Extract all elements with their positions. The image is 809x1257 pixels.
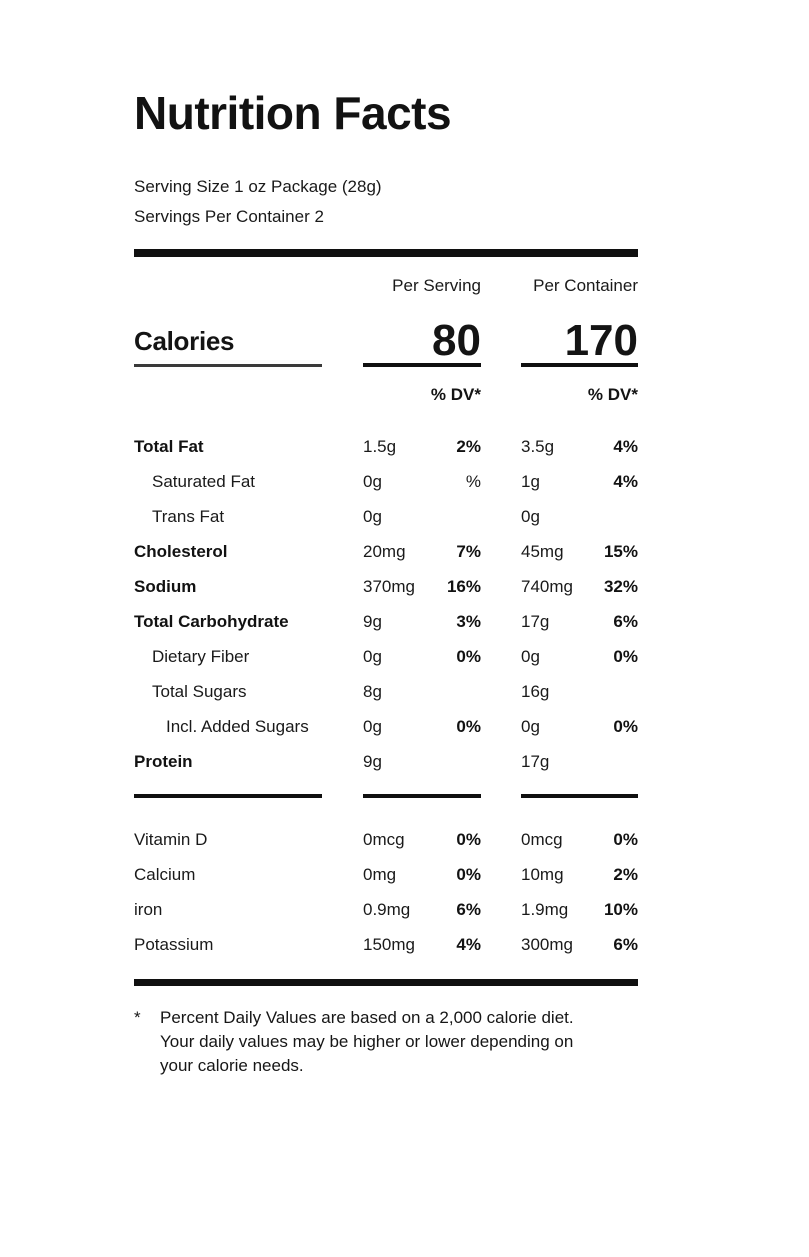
micronutrient-pc-amount: 10mg [521, 864, 564, 884]
nutrient-ps-dv: 0% [456, 646, 481, 666]
nutrient-row-total-carbohydrate [134, 604, 638, 639]
footnote-text [160, 1006, 630, 1078]
calories-label-underline [134, 364, 322, 367]
calories-per-serving-value: 80 [432, 315, 481, 365]
per-container-underline [521, 363, 638, 367]
nutrient-label: Cholesterol [134, 541, 228, 561]
footnote-line-1: Percent Daily Values are based on a 2,000 calorie diet. [160, 1008, 574, 1027]
nutrient-ps-amount: 8g [363, 681, 382, 701]
nutrient-pc-amount: 740mg [521, 576, 573, 596]
nutrient-pc-dv: 15% [603, 541, 638, 561]
nutrients-section [134, 429, 638, 779]
nutrient-label: Dietary Fiber [152, 646, 250, 666]
micronutrient-row-potassium [134, 927, 638, 962]
footnote-line-3: your calorie needs. [160, 1056, 304, 1075]
nutrient-pc-amount: 17g [521, 751, 550, 771]
nutrient-pc-amount: 0g [521, 506, 540, 526]
nutrient-pc-amount: 17g [521, 611, 550, 631]
footnote-marker: * [134, 1008, 141, 1027]
micronutrient-pc-dv: 10% [603, 899, 638, 919]
calories-per-container-value: 170 [564, 315, 638, 365]
divider-bottom-bar [134, 979, 638, 986]
micronutrient-pc-dv: 2% [613, 864, 638, 884]
nutrient-row-trans-fat [134, 499, 638, 534]
nutrient-row-sodium [134, 569, 638, 604]
servings-per-container-line: Servings Per Container 2 [134, 207, 324, 226]
micronutrient-pc-amount: 1.9mg [521, 899, 569, 919]
micronutrient-ps-dv: 0% [456, 829, 481, 849]
nutrient-ps-dv: 7% [456, 541, 481, 561]
nutrient-label: Saturated Fat [152, 471, 256, 491]
micronutrient-ps-amount: 0mg [363, 864, 397, 884]
micronutrient-label: Vitamin D [134, 829, 208, 849]
micronutrient-label: Calcium [134, 864, 196, 884]
calories-row [134, 305, 638, 365]
micronutrient-label: iron [134, 899, 163, 919]
micronutrient-ps-amount: 0.9mg [363, 899, 411, 919]
serving-info [134, 172, 638, 232]
micronutrient-label: Potassium [134, 934, 214, 954]
footnote-line-2: Your daily values may be higher or lower depending on [160, 1032, 574, 1051]
nutrient-label: Trans Fat [152, 506, 225, 526]
serving-size-line: Serving Size 1 oz Package (28g) [134, 177, 382, 196]
page-title: Nutrition Facts [134, 87, 452, 139]
nutrient-label: Protein [134, 751, 193, 771]
nutrient-ps-dv: 2% [456, 436, 481, 456]
nutrient-ps-dv: 3% [456, 611, 481, 631]
nutrient-ps-amount: 370mg [363, 576, 415, 596]
nutrient-ps-amount: 1.5g [363, 436, 397, 456]
nutrient-ps-dv: 0% [456, 716, 481, 736]
nutrient-pc-amount: 45mg [521, 541, 564, 561]
nutrient-row-cholesterol [134, 534, 638, 569]
nutrient-pc-dv: 0% [613, 646, 638, 666]
nutrient-ps-dv: 16% [446, 576, 481, 596]
label-column-divider [134, 794, 322, 798]
divider-top-bar [134, 249, 638, 257]
micronutrient-ps-dv: 4% [456, 934, 481, 954]
nutrient-ps-amount: 20mg [363, 541, 406, 561]
nutrient-ps-amount: 0g [363, 471, 382, 491]
micronutrient-ps-dv: 6% [456, 899, 481, 919]
nutrient-row-total-sugars [134, 674, 638, 709]
nutrient-label: Incl. Added Sugars [166, 716, 309, 736]
nutrient-row-saturated-fat [134, 464, 638, 499]
micronutrient-pc-amount: 0mcg [521, 829, 563, 849]
column-header-row [134, 275, 638, 297]
nutrient-pc-amount: 0g [521, 646, 540, 666]
per-serving-column-divider [363, 794, 481, 798]
nutrient-pc-amount: 3.5g [521, 436, 555, 456]
nutrient-label: Total Fat [134, 436, 204, 456]
nutrient-ps-amount: 0g [363, 716, 382, 736]
section-divider-lines [134, 794, 638, 798]
micronutrient-row-vitamin-d [134, 822, 638, 857]
nutrient-pc-dv: 0% [613, 716, 638, 736]
nutrient-pc-amount: 0g [521, 716, 540, 736]
micronutrient-ps-amount: 0mcg [363, 829, 405, 849]
nutrient-pc-dv: 4% [613, 436, 638, 456]
micronutrient-ps-amount: 150mg [363, 934, 415, 954]
nutrient-ps-amount: 0g [363, 646, 382, 666]
micronutrient-pc-amount: 300mg [521, 934, 573, 954]
nutrient-pc-dv: 32% [603, 576, 638, 596]
per-serving-underline [363, 363, 481, 367]
micronutrient-ps-dv: 0% [456, 864, 481, 884]
dv-header-row [134, 385, 638, 405]
nutrient-pc-dv: 6% [613, 611, 638, 631]
nutrient-row-added-sugars [134, 709, 638, 744]
nutrient-row-dietary-fiber [134, 639, 638, 674]
column-header-per-serving: Per Serving [392, 276, 481, 295]
nutrition-facts-label [134, 87, 638, 1078]
nutrient-label: Total Carbohydrate [134, 611, 289, 631]
nutrient-ps-amount: 9g [363, 751, 382, 771]
nutrient-row-total-fat [134, 429, 638, 464]
nutrient-pc-amount: 1g [521, 471, 540, 491]
column-header-per-container: Per Container [533, 276, 638, 295]
calories-underlines [134, 363, 638, 367]
nutrient-label: Sodium [134, 576, 197, 596]
nutrient-pc-amount: 16g [521, 681, 550, 701]
calories-label: Calories [134, 326, 235, 356]
nutrient-label: Total Sugars [152, 681, 247, 701]
nutrient-pc-dv: 4% [613, 471, 638, 491]
dv-header-per-container: % DV* [587, 385, 638, 404]
per-container-column-divider [521, 794, 638, 798]
nutrient-row-protein [134, 744, 638, 779]
nutrient-ps-amount: 9g [363, 611, 382, 631]
micronutrient-pc-dv: 6% [613, 934, 638, 954]
nutrient-ps-amount: 0g [363, 506, 382, 526]
micronutrient-pc-dv: 0% [613, 829, 638, 849]
footnote [134, 1006, 638, 1078]
dv-header-per-serving: % DV* [430, 385, 481, 404]
nutrient-ps-dv: % [465, 471, 481, 491]
micronutrient-row-calcium [134, 857, 638, 892]
micronutrient-row-iron [134, 892, 638, 927]
micronutrients-section [134, 822, 638, 962]
